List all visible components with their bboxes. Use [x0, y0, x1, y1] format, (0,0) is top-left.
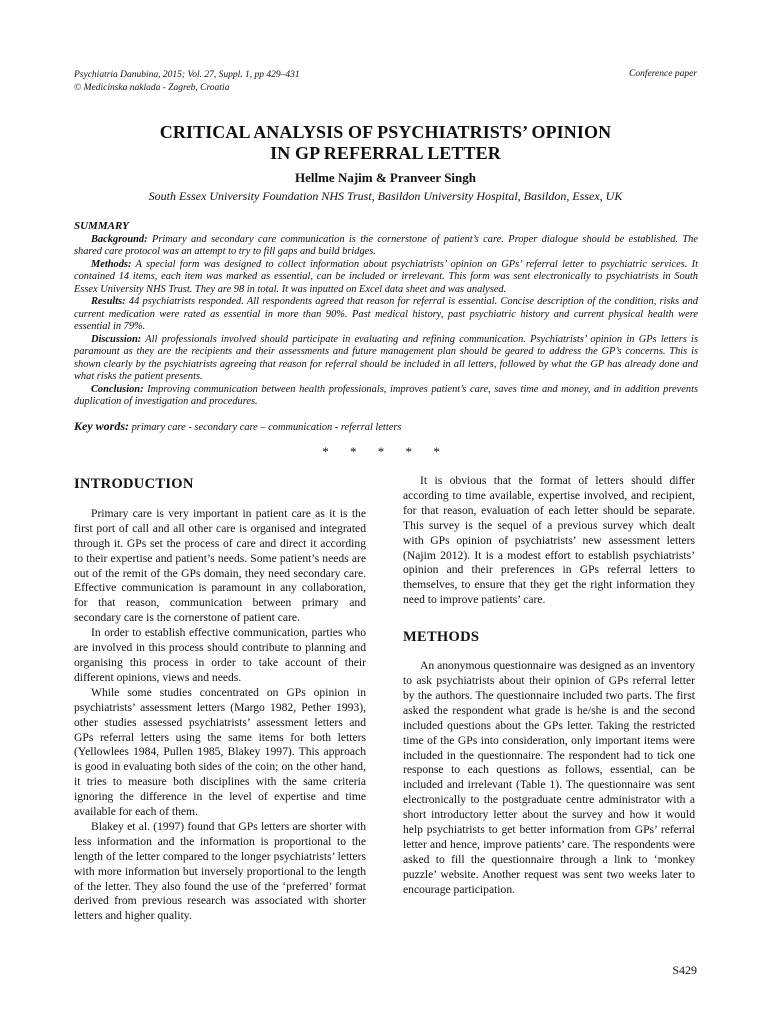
- methods-heading: METHODS: [403, 629, 480, 646]
- intro-paragraph: It is obvious that the format of letters should differ according to time available, expertise involved, and recipient, for that reason, evaluation of each letter should be separate. This survey is the sequel of a previous survey which dealt with GPs opinion of psychiatrists’ new assessment letters (Najim 2012). It is a modest effort to establish psychiatrists’ opinion and their preferences in GPs referral letters to themselves, to ensure that they get the right information they need to improve patients’ care.: [403, 474, 695, 607]
- summary-section: [74, 220, 698, 409]
- title-line-1: CRITICAL ANALYSIS OF PSYCHIATRISTS’ OPINION: [159, 122, 612, 142]
- methods-paragraph: An anonymous questionnaire was designed as an inventory to ask psychiatrists about their opinion of GPs referral letter by the authors. The questionnaire included two parts. The first asked the respondent what grade is he/she is and the second included questions about the GPs letter. Taking the restricted time of the GPs into consideration, only important items were included in the questionnaire. The respondent had to tick one response to each questions as follows, essential, can be included and irrelevant (Table 1). The questionnaire was sent electronically to the postgraduate centre administrator with a short introductory letter about the survey and how it would help psychiatrists to get better information from GPs’ referral letter and hence, improve patients’ care. The respondents were asked to fill the questionnaire through a link to ‘monkey puzzle’ website. Another request was sent two weeks later to encourage participation.: [403, 659, 695, 896]
- methods-label: Methods:: [91, 258, 132, 270]
- journal-header: [74, 69, 300, 94]
- left-column: [74, 474, 366, 924]
- publisher-line: © Medicinska naklada - Zagreb, Croatia: [74, 82, 230, 93]
- page-number: S429: [672, 963, 697, 977]
- summary-discussion: [74, 334, 698, 384]
- keywords-label: Key words:: [74, 419, 129, 433]
- authors: Hellme Najim & Pranveer Singh: [294, 170, 476, 185]
- introduction-heading: INTRODUCTION: [74, 476, 194, 492]
- intro-paragraph: While some studies concentrated on GPs opinion in psychiatrists’ assessment letters (Margo 1982, Pether 1993), other studies assessed psychiatrists’ assessment letters and GPs referral letters using the same items for both letters (Yellowlees 1984, Pullen 1985, Blakey 1997). This approach is good in evaluating both sides of the coin; on the other hand, it tries to measure both disciplines with the same criteria ignoring the difference in the level of expertise and time available for each of them.: [74, 685, 366, 819]
- right-column: [403, 474, 695, 898]
- keywords-text: primary care - secondary care – communication - referral letters: [129, 422, 402, 433]
- summary-background: [74, 234, 698, 259]
- results-label: Results:: [91, 296, 126, 307]
- intro-paragraph: In order to establish effective communication, parties who are involved in this process should contribute to planning and organising this process in order to take account of their different opinions, views and needs.: [74, 626, 366, 684]
- journal-citation: Psychiatria Danubina, 2015; Vol. 27, Suppl. 1, pp 429–431: [74, 70, 300, 80]
- results-text: 44 psychiatrists responded. All respondents agreed that reason for referral is essential. Concise description of the condition, risks and current medication were rated as essential in more than 90%. Past medical history, past psychiatric history and current physical health were essential in 79%.: [74, 296, 698, 332]
- paper-title: [74, 122, 697, 164]
- conclusion-label: Conclusion:: [91, 383, 144, 395]
- keywords: [74, 419, 401, 434]
- affiliation: South Essex University Foundation NHS Trust, Basildon University Hospital, Basildon, Essex, UK: [148, 189, 623, 203]
- summary-heading: SUMMARY: [74, 220, 129, 232]
- intro-paragraph: Primary care is very important in patient care as it is the first port of call and all other care is organised and integrated through it. GPs set the process of care and direct it according to their expertise and patient’s needs. Some patient’s needs are out of the remit of the GPs domain, they need secondary care. Effective communication is paramount in any collaboration, for that reason, communication between primary and secondary care is the cornerstone of patient care.: [74, 506, 366, 625]
- paper-type-label: Conference paper: [629, 69, 697, 79]
- title-line-2: IN GP REFERRAL LETTER: [270, 143, 501, 163]
- discussion-label: Discussion:: [91, 333, 142, 345]
- conclusion-text: Improving communication between health professionals, improves patient’s care, saves time and money, and in addition prevents duplication of investigation and procedures.: [74, 383, 698, 407]
- methods-text: A special form was designed to collect information about psychiatrists’ opinion on GPs’ referral letter to psychiatric services. It contained 14 items, each item was marked as essential, can be included or irrelevant. This form was sent electronically to psychiatrists in South Essex University NHS Trust. They are 98 in total. It was inputted on Excel data sheet and was analysed.: [74, 258, 698, 295]
- summary-results: [74, 296, 698, 334]
- summary-conclusion: [74, 384, 698, 409]
- background-label: Background:: [91, 233, 148, 245]
- background-text: Primary and secondary care communication is the cornerstone of patient’s care. Proper dialogue should be established. The shared care protocol was an attempt to try to fill gaps and build bridges.: [74, 233, 698, 257]
- summary-methods: [74, 259, 698, 297]
- intro-paragraph: Blakey et al. (1997) found that GPs letters are shorter with less information and the information is proportional to the length of the letter compared to the longer psychiatrists’ letters with more information but inversely proportional to the length of the letter. They also found the use of the ‘preferred’ format derived from previous research was associated with shorter letters and higher quality.: [74, 819, 366, 923]
- discussion-text: All professionals involved should participate in evaluating and refining communication. Psychiatrists’ opinion in GPs letters is paramount as they are the recipients and their assessments and future management plan should be geared to address the GP’s concerns. This is shown clearly by the psychiatrists agreeing that reason for referral should be included in all letters, followed by what the GP has already done and what risks the patient presents.: [74, 333, 698, 382]
- section-separator: * * * * *: [322, 444, 449, 459]
